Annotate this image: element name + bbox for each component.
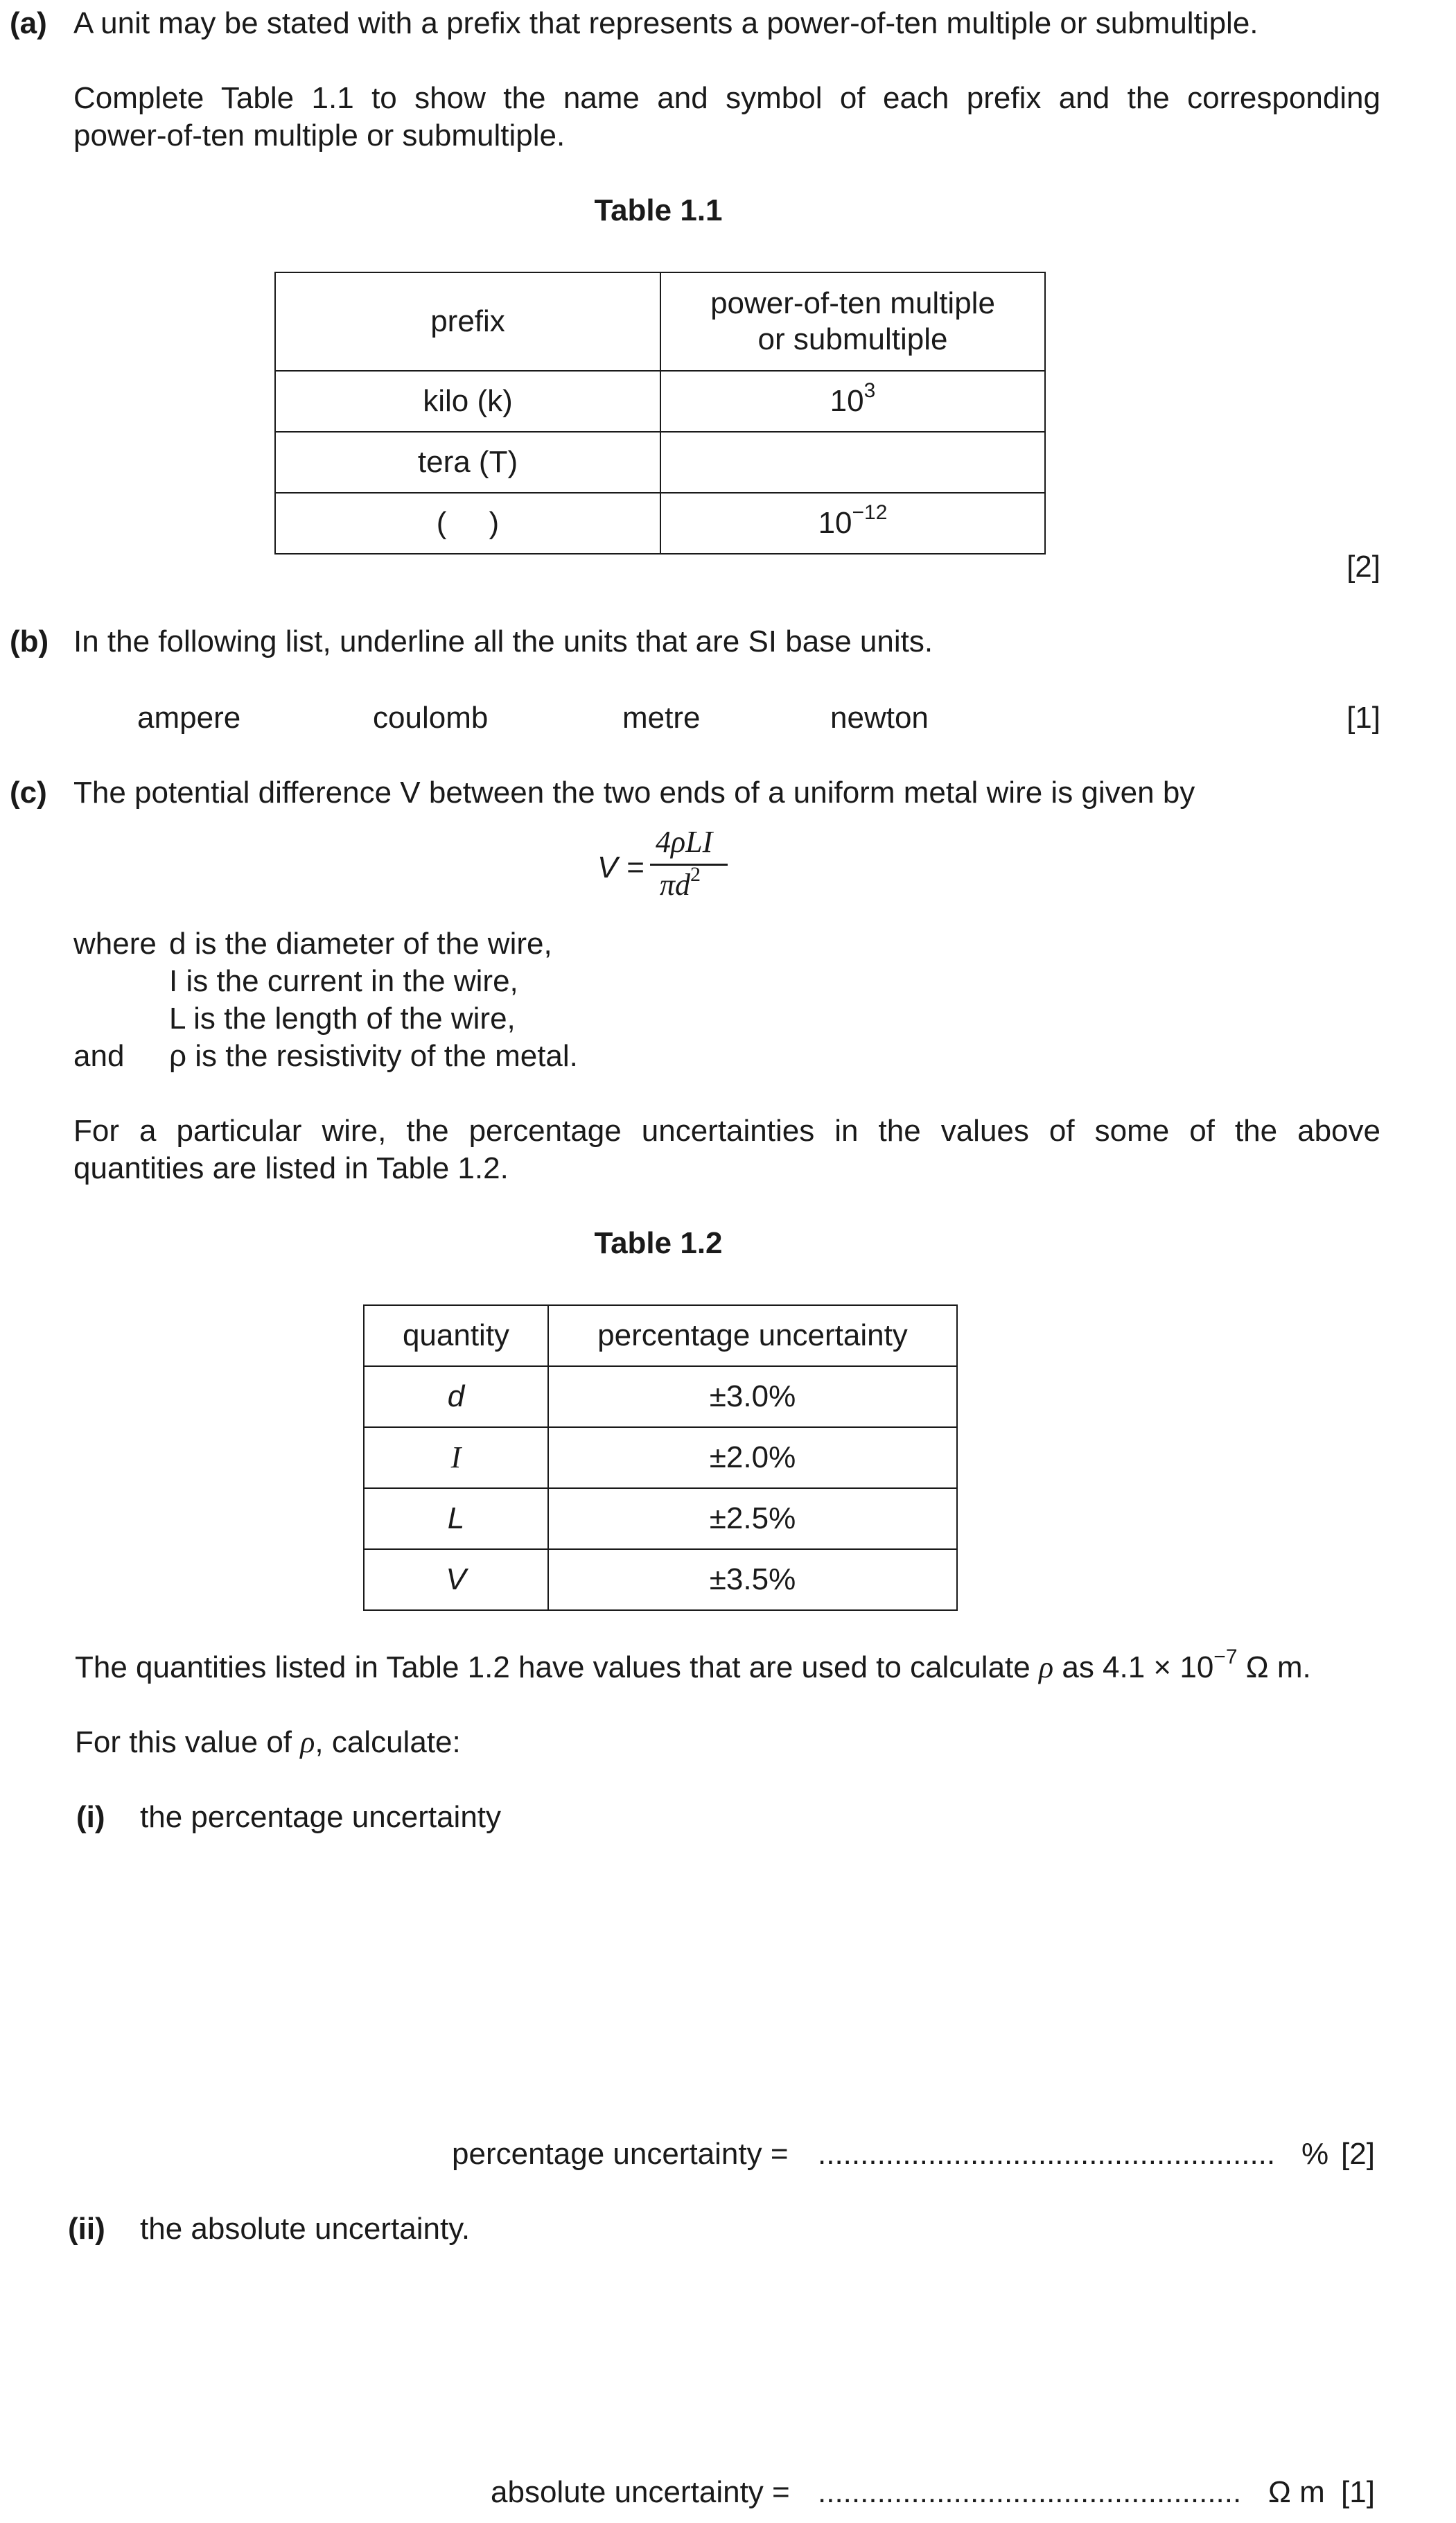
part-a-label: (a): [10, 6, 47, 40]
sub-ii-label: (ii): [68, 2212, 105, 2246]
table-1-2-header-quantity: quantity: [364, 1305, 548, 1366]
table-1-1-header-power-line2: or submultiple: [757, 322, 948, 356]
quantity-cell: L: [364, 1488, 548, 1549]
table-1-1-header-power-line1: power-of-ten multiple: [710, 286, 995, 320]
absolute-unit: Ω m: [1268, 2475, 1325, 2509]
part-c-label: (c): [10, 776, 47, 810]
part-b-label: (b): [10, 625, 49, 658]
table-1-1: [274, 272, 1046, 555]
table-1-1-header-prefix: prefix: [275, 272, 660, 371]
uncertainty-cell: ±3.0%: [548, 1366, 957, 1427]
where-line-l: L is the length of the wire,: [169, 1002, 516, 1036]
where-line-i: I is the current in the wire,: [169, 964, 518, 998]
part-c-para-line1: For a particular wire, the percentage uncertainties in the values of some of the above: [73, 1114, 1380, 1148]
part-a-instruction-line1: Complete Table 1.1 to show the name and symbol of each prefix and the corresponding: [73, 81, 1380, 115]
part-a-marks: [2]: [1347, 550, 1380, 584]
uncertainty-cell: ±2.5%: [548, 1488, 957, 1549]
table-row: [364, 1488, 957, 1549]
where-line-rho: ρ is the resistivity of the metal.: [169, 1039, 578, 1073]
sub-i-label: (i): [76, 1800, 105, 1834]
part-a-intro: A unit may be stated with a prefix that represents a power-of-ten multiple or submultiple.: [73, 6, 1258, 40]
power-exponent: −12: [852, 501, 888, 525]
calculate-instruction: For this value of ρ, calculate:: [75, 1725, 461, 1759]
part-b-marks: [1]: [1347, 701, 1380, 735]
sub-i-text: the percentage uncertainty: [140, 1800, 502, 1834]
power-cell: [660, 493, 1045, 554]
prefix-cell: kilo (k): [275, 371, 660, 432]
power-base: 10: [830, 384, 864, 418]
uncertainty-cell: ±3.5%: [548, 1549, 957, 1610]
equation-numerator: 4ρLI: [656, 825, 713, 859]
absolute-uncertainty-label: absolute uncertainty =: [491, 2475, 790, 2509]
sub-ii-text: the absolute uncertainty.: [140, 2212, 471, 2246]
part-c-intro: The potential difference V between the two ends of a uniform metal wire is given by: [73, 776, 1195, 810]
unit-option-coulomb[interactable]: coulomb: [373, 701, 489, 735]
equation-denominator: $\pi d^2$: [660, 863, 701, 902]
power-cell: [660, 371, 1045, 432]
where-line-d: d is the diameter of the wire,: [169, 927, 552, 961]
uncertainty-cell: ±2.0%: [548, 1427, 957, 1488]
quantity-cell: d: [364, 1366, 548, 1427]
power-base: 10: [818, 506, 852, 540]
absolute-uncertainty-answer-line[interactable]: ..................................................: [818, 2475, 1242, 2509]
table-row: [275, 432, 1045, 493]
where-lead: where: [73, 927, 157, 961]
prefix-cell: tera (T): [275, 432, 660, 493]
table-1-2-title: Table 1.2: [594, 1226, 723, 1260]
rho-value-statement: The quantities listed in Table 1.2 have values that are used to calculate ρ as $4.1 \times 10^{-7}$ Ω m.: [75, 1645, 1311, 1684]
table-1-1-header-power: [660, 272, 1045, 371]
percentage-uncertainty-label: percentage uncertainty =: [452, 2137, 789, 2171]
sub-i-marks: [2]: [1341, 2137, 1375, 2171]
fraction-bar: [650, 864, 728, 866]
power-exponent: 3: [863, 379, 876, 403]
table-row: [364, 1549, 957, 1610]
unit-option-newton[interactable]: newton: [830, 701, 929, 735]
table-1-2: [363, 1304, 958, 1611]
unit-option-ampere[interactable]: ampere: [137, 701, 241, 735]
table-row: [275, 371, 1045, 432]
part-b-text: In the following list, underline all the units that are SI base units.: [73, 625, 933, 658]
equation-lhs: V =: [597, 850, 644, 884]
quantity-cell: V: [364, 1549, 548, 1610]
prefix-answer-blank[interactable]: ( ): [275, 493, 660, 554]
table-row: [275, 493, 1045, 554]
table-row: [364, 1366, 957, 1427]
table-1-2-header-uncertainty: percentage uncertainty: [548, 1305, 957, 1366]
part-c-para-line2: quantities are listed in Table 1.2.: [73, 1151, 509, 1185]
sub-ii-marks: [1]: [1341, 2475, 1375, 2509]
percentage-unit: %: [1301, 2137, 1329, 2171]
table-1-1-title: Table 1.1: [594, 193, 723, 227]
percentage-uncertainty-answer-line[interactable]: ......................................................: [818, 2137, 1276, 2171]
table-row: [364, 1427, 957, 1488]
unit-option-metre[interactable]: metre: [622, 701, 701, 735]
where-and: and: [73, 1039, 125, 1073]
quantity-cell: I: [364, 1427, 548, 1488]
power-answer-blank[interactable]: [660, 432, 1045, 493]
part-a-instruction-line2: power-of-ten multiple or submultiple.: [73, 119, 565, 152]
